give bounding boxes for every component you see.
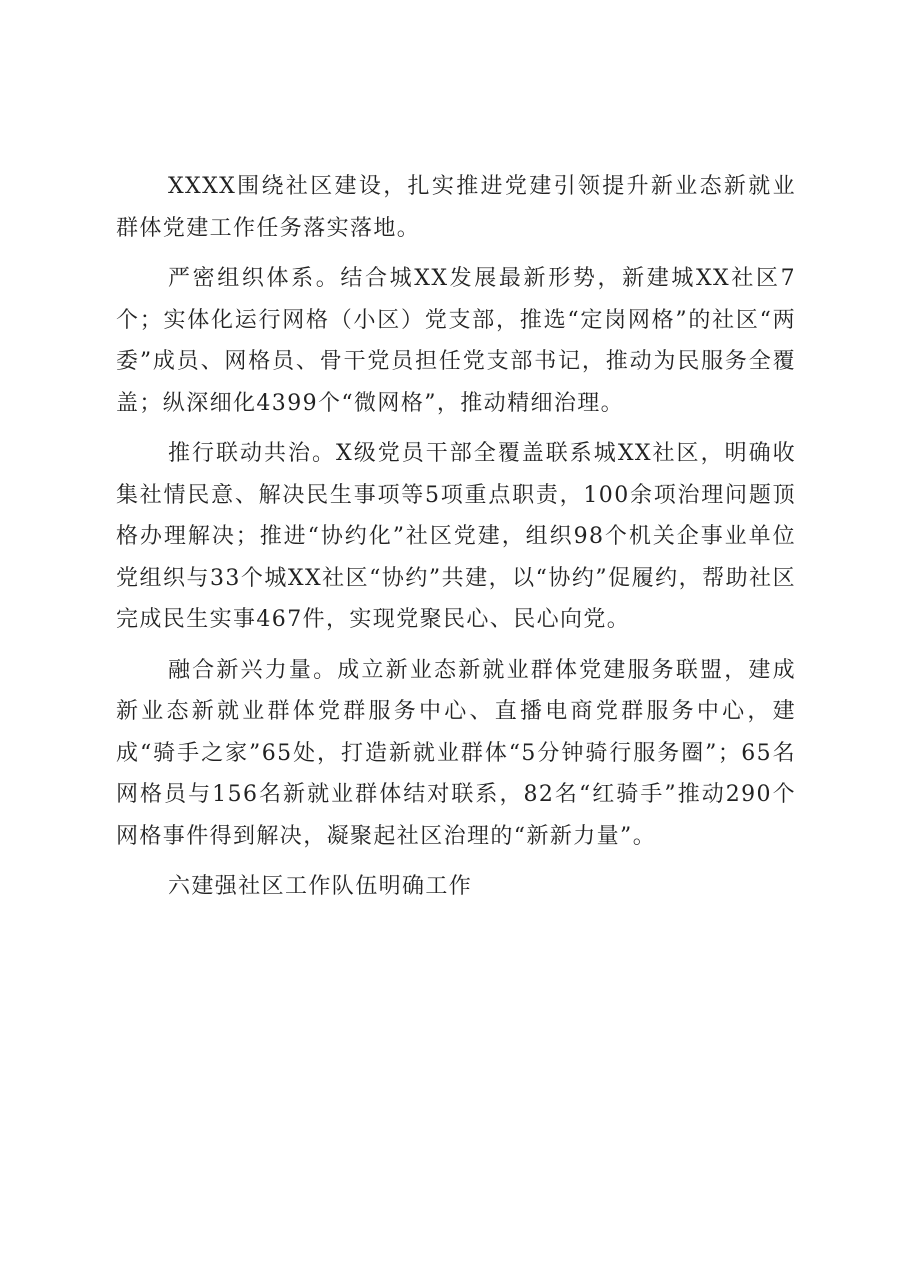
- paragraph-organization-system: 严密组织体系。结合城XX发展最新形势，新建城XX社区7个；实体化运行网格（小区）党支部，推选“定岗网格”的社区“两委”成员、网格员、骨干党员担任党支部书记，推动为民服务全覆盖；纵深细化4399个“微网格”，推动精细治理。: [116, 266, 796, 416]
- paragraph-new-forces: 融合新兴力量。成立新业态新就业群体党建服务联盟，建成新业态新就业群体党群服务中心、直播电商党群服务中心，建成“骑手之家”65处，打造新就业群体“5分钟骑行服务圈”；65名网格员与156名新就业群体结对联系，82名“红骑手”推动290个网格事件得到解决，凝聚起社区治理的“新新力量”。: [116, 657, 796, 849]
- paragraph-intro: XXXX围绕社区建设，扎实推进党建引领提升新业态新就业群体党建工作任务落实落地。: [116, 174, 796, 241]
- paragraph-joint-governance: 推行联动共治。X级党员干部全覆盖联系城XX社区，明确收集社情民意、解决民生事项等5项重点职责，100余项治理问题顶格办理解决；推进“协约化”社区党建，组织98个机关企事业单位党组织与33个城XX社区“协约”共建，以“协约”促履约，帮助社区完成民生实事467件，实现党聚民心、民心向党。: [116, 441, 796, 632]
- document-body: [116, 166, 796, 917]
- paragraph-section-six: 六建强社区工作队伍明确工作: [168, 874, 473, 899]
